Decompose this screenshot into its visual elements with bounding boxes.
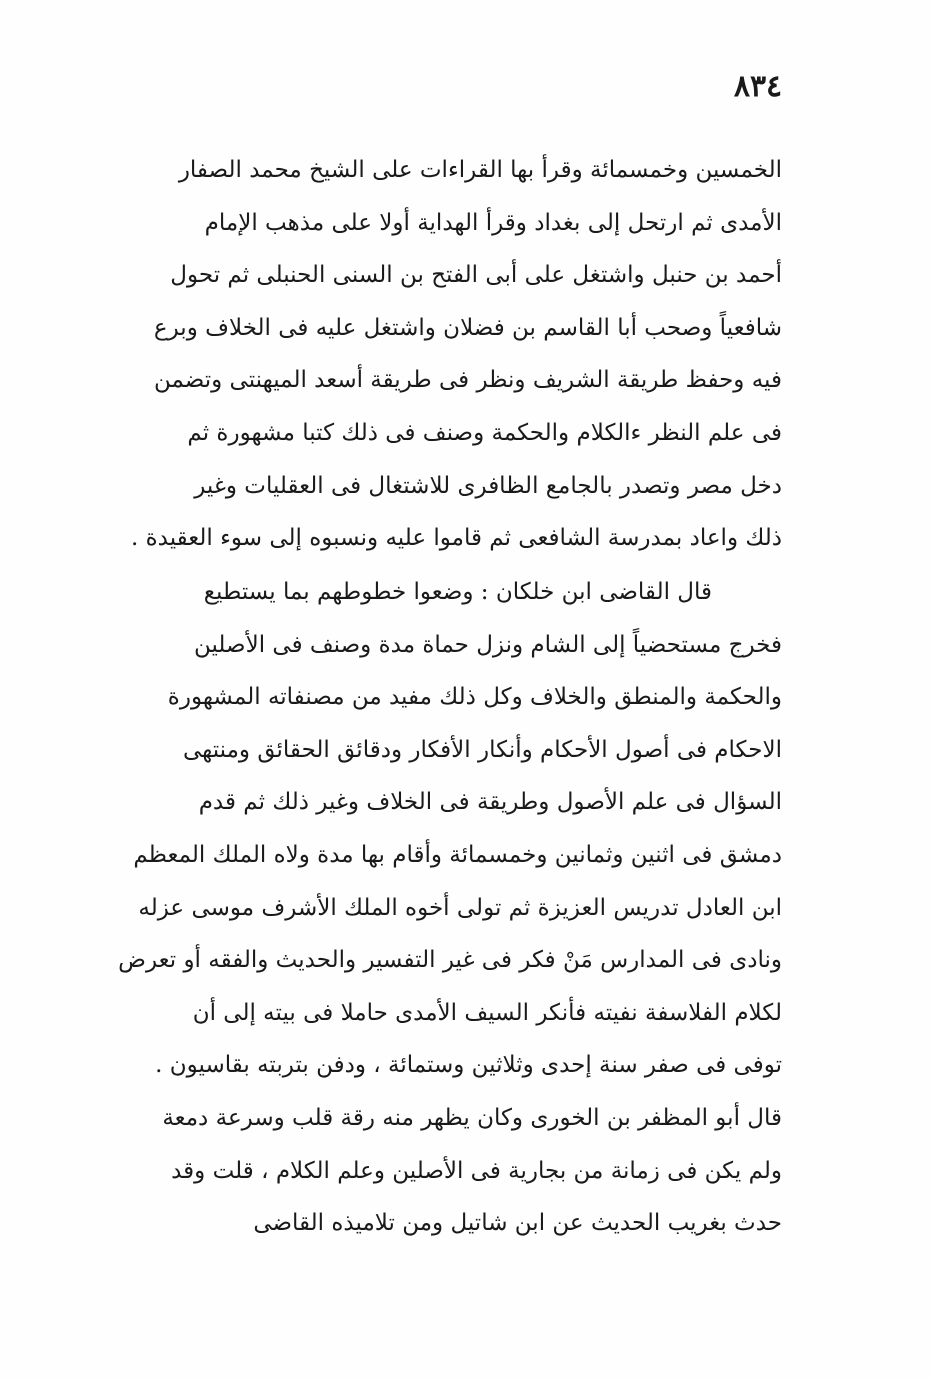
text-line: فيه وحفظ طريقة الشريف ونظر فى طريقة أسعد الميهنتى وتضمن bbox=[153, 367, 782, 394]
text-line: الأمدى ثم ارتحل إلى بغداد وقرأ الهداية أولا على مذهب الإمام bbox=[204, 209, 782, 236]
text-line: ابن العادل تدريس العزيزة ثم تولى أخوه الملك الأشرف موسى عزله bbox=[138, 894, 782, 921]
text-line: شافعياً وصحب أبا القاسم بن فضلان واشتغل عليه فى الخلاف وبرع bbox=[153, 314, 782, 341]
text-line: أحمد بن حنبل واشتغل على أبى الفتح بن السنى الحنبلى ثم تحول bbox=[170, 262, 782, 289]
text-line: حدث بغريب الحديث عن ابن شاتيل ومن تلاميذه القاضى bbox=[253, 1210, 782, 1237]
text-line: فخرج مستحضياً إلى الشام ونزل حماة مدة وصنف فى الأصلين bbox=[193, 631, 782, 658]
page-number: ٨٣٤ bbox=[733, 69, 783, 104]
paragraph-1 bbox=[118, 144, 782, 565]
paragraph-2 bbox=[118, 566, 782, 1250]
text-line: الاحكام فى أصول الأحكام وأنكار الأفكار ودقائق الحقائق ومنتهى bbox=[182, 736, 782, 763]
text-line: لكلام الفلاسفة نفيته فأنكر السيف الأمدى حاملا فى بيته إلى أن bbox=[192, 999, 782, 1026]
text-line: فى علم النظر ءالكلام والحكمة وصنف فى ذلك كتبا مشهورة ثم bbox=[187, 419, 782, 446]
text-line: الخمسين وخمسمائة وقرأ بها القراءات على الشيخ محمد الصفار bbox=[178, 157, 782, 183]
text-line: ونادى فى المدارس مَنْ فكر فى غير التفسير والحديث والفقه أو تعرض bbox=[118, 947, 782, 974]
text-line: توفى فى صفر سنة إحدى وثلاثين وستمائة ، ودفن بتربته بقاسيون . bbox=[155, 1052, 782, 1079]
text-line: قال أبو المظفر بن الخورى وكان يظهر منه رقة قلب وسرعة دمعة bbox=[162, 1104, 782, 1131]
text-line: دمشق فى اثنين وثمانين وخمسمائة وأقام بها مدة ولاه الملك المعظم bbox=[133, 841, 782, 868]
text-line: السؤال فى علم الأصول وطريقة فى الخلاف وغير ذلك ثم قدم bbox=[198, 789, 782, 816]
text-line: ولم يكن فى زمانة من بجارية فى الأصلين وعلم الكلام ، قلت وقد bbox=[171, 1157, 782, 1184]
text-line: ذلك واعاد بمدرسة الشافعى ثم قاموا عليه ونسبوه إلى سوء العقيدة . bbox=[130, 525, 782, 552]
text-line: دخل مصر وتصدر بالجامع الظافرى للاشتغال فى العقليات وغير bbox=[194, 472, 782, 499]
text-line: قال القاضى ابن خلكان : وضعوا خطوطهم بما يستطيع bbox=[203, 579, 712, 605]
text-line: والحكمة والمنطق والخلاف وكل ذلك مفيد من مصنفاته المشهورة bbox=[167, 684, 782, 711]
